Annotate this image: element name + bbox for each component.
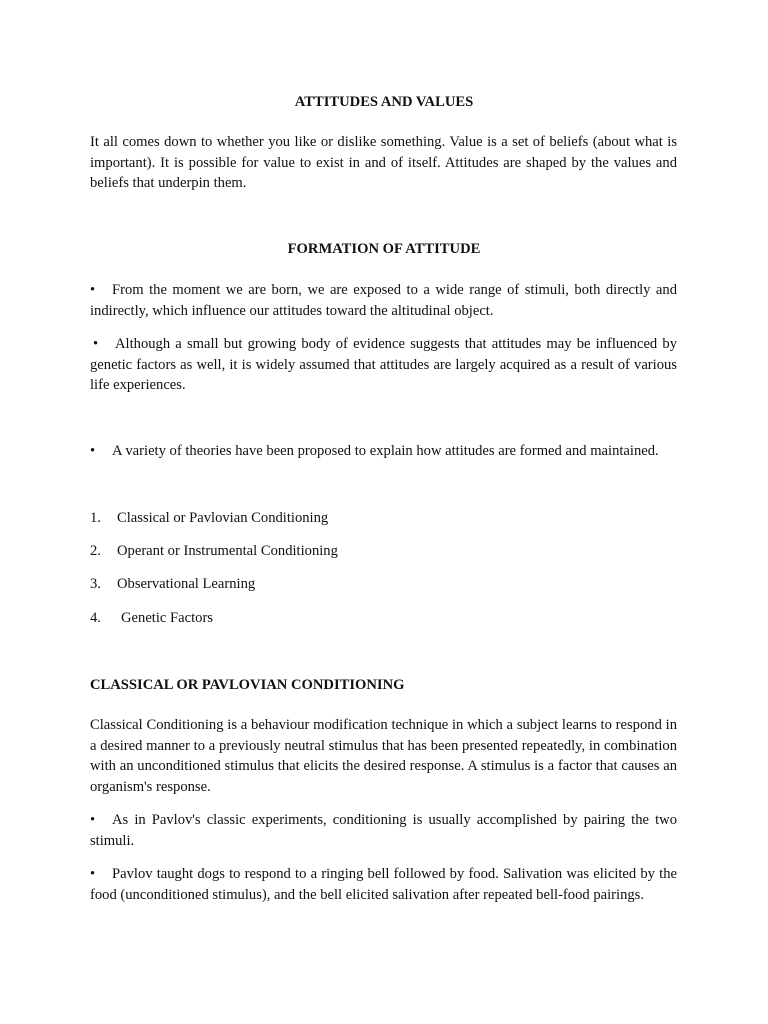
classical-bullet-1 <box>90 810 677 851</box>
bullet-icon: • <box>90 443 96 459</box>
list-text: Operant or Instrumental Conditioning <box>117 543 338 559</box>
classical-heading: CLASSICAL OR PAVLOVIAN CONDITIONING <box>90 677 405 693</box>
list-number: 1. <box>90 510 101 526</box>
bullet-text: A variety of theories have been proposed to explain how attitudes are formed and maintained. <box>112 443 659 459</box>
bullet-icon: • <box>90 812 96 828</box>
list-item <box>90 608 213 629</box>
formation-bullet-3 <box>90 441 677 462</box>
list-number: 2. <box>90 543 101 559</box>
bullet-icon: • <box>90 282 96 298</box>
formation-heading: FORMATION OF ATTITUDE <box>287 241 481 257</box>
formation-bullet-2 <box>90 334 677 396</box>
list-number: 3. <box>90 576 101 592</box>
classical-bullet-2 <box>90 864 677 905</box>
classical-paragraph: Classical Conditioning is a behaviour modification technique in which a subject learns to respond in a desired manner to a previously neutral stimulus that has been presented repeatedly, in combination with an unconditioned stimulus that elicits the desired response. A stimulus is a factor that causes an organism's response. <box>90 717 677 795</box>
formation-bullet-1 <box>90 280 677 321</box>
list-text: Classical or Pavlovian Conditioning <box>117 510 329 526</box>
bullet-text: From the moment we are born, we are exposed to a wide range of stimuli, both directly and indirectly, which influence our attitudes toward the altitudinal object. <box>90 282 677 319</box>
list-number: 4. <box>90 610 101 626</box>
document-title: ATTITUDES AND VALUES <box>294 94 474 110</box>
list-item <box>90 508 328 529</box>
list-item <box>90 574 255 595</box>
bullet-text: As in Pavlov's classic experiments, conditioning is usually accomplished by pairing the two stimuli. <box>90 812 677 849</box>
bullet-icon: • <box>90 866 96 882</box>
bullet-text: Pavlov taught dogs to respond to a ringing bell followed by food. Salivation was elicited by the food (unconditioned stimulus), and the bell elicited salivation after repeated bell-food pairings. <box>90 866 677 903</box>
bullet-text: Although a small but growing body of evidence suggests that attitudes may be influenced by genetic factors as well, it is widely assumed that attitudes are largely acquired as a result of various life experiences. <box>90 336 677 394</box>
list-text: Genetic Factors <box>121 610 213 626</box>
list-item <box>90 541 338 562</box>
intro-paragraph: It all comes down to whether you like or dislike something. Value is a set of beliefs (about what is important). It is possible for value to exist in and of itself. Attitudes are shaped by the values and beliefs that underpin them. <box>90 134 677 192</box>
bullet-icon: • <box>93 336 99 352</box>
list-text: Observational Learning <box>117 576 256 592</box>
